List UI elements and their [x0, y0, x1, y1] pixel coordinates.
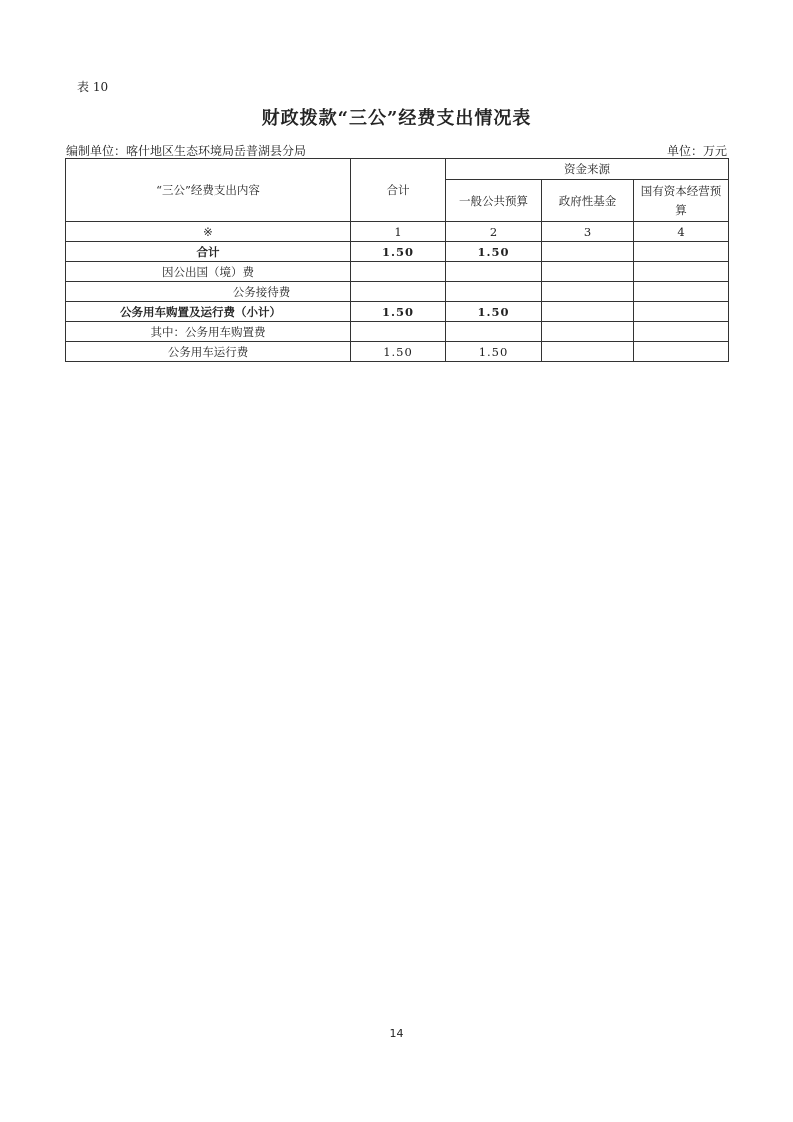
index-cell: 1: [351, 222, 446, 242]
header-total: 合计: [351, 159, 446, 222]
row-state-capital: [634, 302, 729, 322]
row-label: 公务接待费: [66, 282, 351, 302]
row-state-capital: [634, 242, 729, 262]
index-cell: 2: [446, 222, 542, 242]
row-gov-fund: [542, 302, 634, 322]
table-number: 表 10: [77, 80, 109, 94]
row-total: [351, 262, 446, 282]
index-cell: 3: [542, 222, 634, 242]
currency-unit: 单位：万元: [666, 144, 727, 158]
table-row: [66, 322, 729, 342]
header-funding-source: 资金来源: [446, 159, 729, 180]
row-general: 1.50: [446, 242, 542, 262]
table-row: [66, 242, 729, 262]
row-general: [446, 322, 542, 342]
index-cell: ※: [66, 222, 351, 242]
page-title: 财政拨款“三公”经费支出情况表: [261, 108, 532, 129]
row-gov-fund: [542, 322, 634, 342]
row-general: 1.50: [446, 302, 542, 322]
row-label: 公务用车购置及运行费（小计）: [66, 302, 351, 322]
table-row: [66, 262, 729, 282]
row-total: 1.50: [351, 342, 446, 362]
three-public-expenses-table: [65, 158, 729, 362]
table-row: [66, 342, 729, 362]
row-total: [351, 322, 446, 342]
header-gov-fund: 政府性基金: [542, 180, 634, 222]
row-total: [351, 282, 446, 302]
row-gov-fund: [542, 282, 634, 302]
row-general: 1.50: [446, 342, 542, 362]
row-label: 其中：公务用车购置费: [66, 322, 351, 342]
header-content: “三公”经费支出内容: [66, 159, 351, 222]
row-general: [446, 282, 542, 302]
row-state-capital: [634, 342, 729, 362]
row-gov-fund: [542, 242, 634, 262]
index-cell: 4: [634, 222, 729, 242]
compiling-unit: 编制单位：喀什地区生态环境局岳普湖县分局: [66, 144, 307, 158]
row-label: 公务用车运行费: [66, 342, 351, 362]
row-label: 因公出国（境）费: [66, 262, 351, 282]
header-state-capital: 国有资本经营预算: [634, 180, 729, 222]
row-general: [446, 262, 542, 282]
row-state-capital: [634, 262, 729, 282]
row-total: 1.50: [351, 302, 446, 322]
table-row: [66, 282, 729, 302]
row-state-capital: [634, 282, 729, 302]
table-row: [66, 302, 729, 322]
row-gov-fund: [542, 342, 634, 362]
row-label: 合计: [66, 242, 351, 262]
row-state-capital: [634, 322, 729, 342]
header-general-budget: 一般公共预算: [446, 180, 542, 222]
page-number: 14: [389, 1027, 404, 1040]
row-gov-fund: [542, 262, 634, 282]
row-total: 1.50: [351, 242, 446, 262]
